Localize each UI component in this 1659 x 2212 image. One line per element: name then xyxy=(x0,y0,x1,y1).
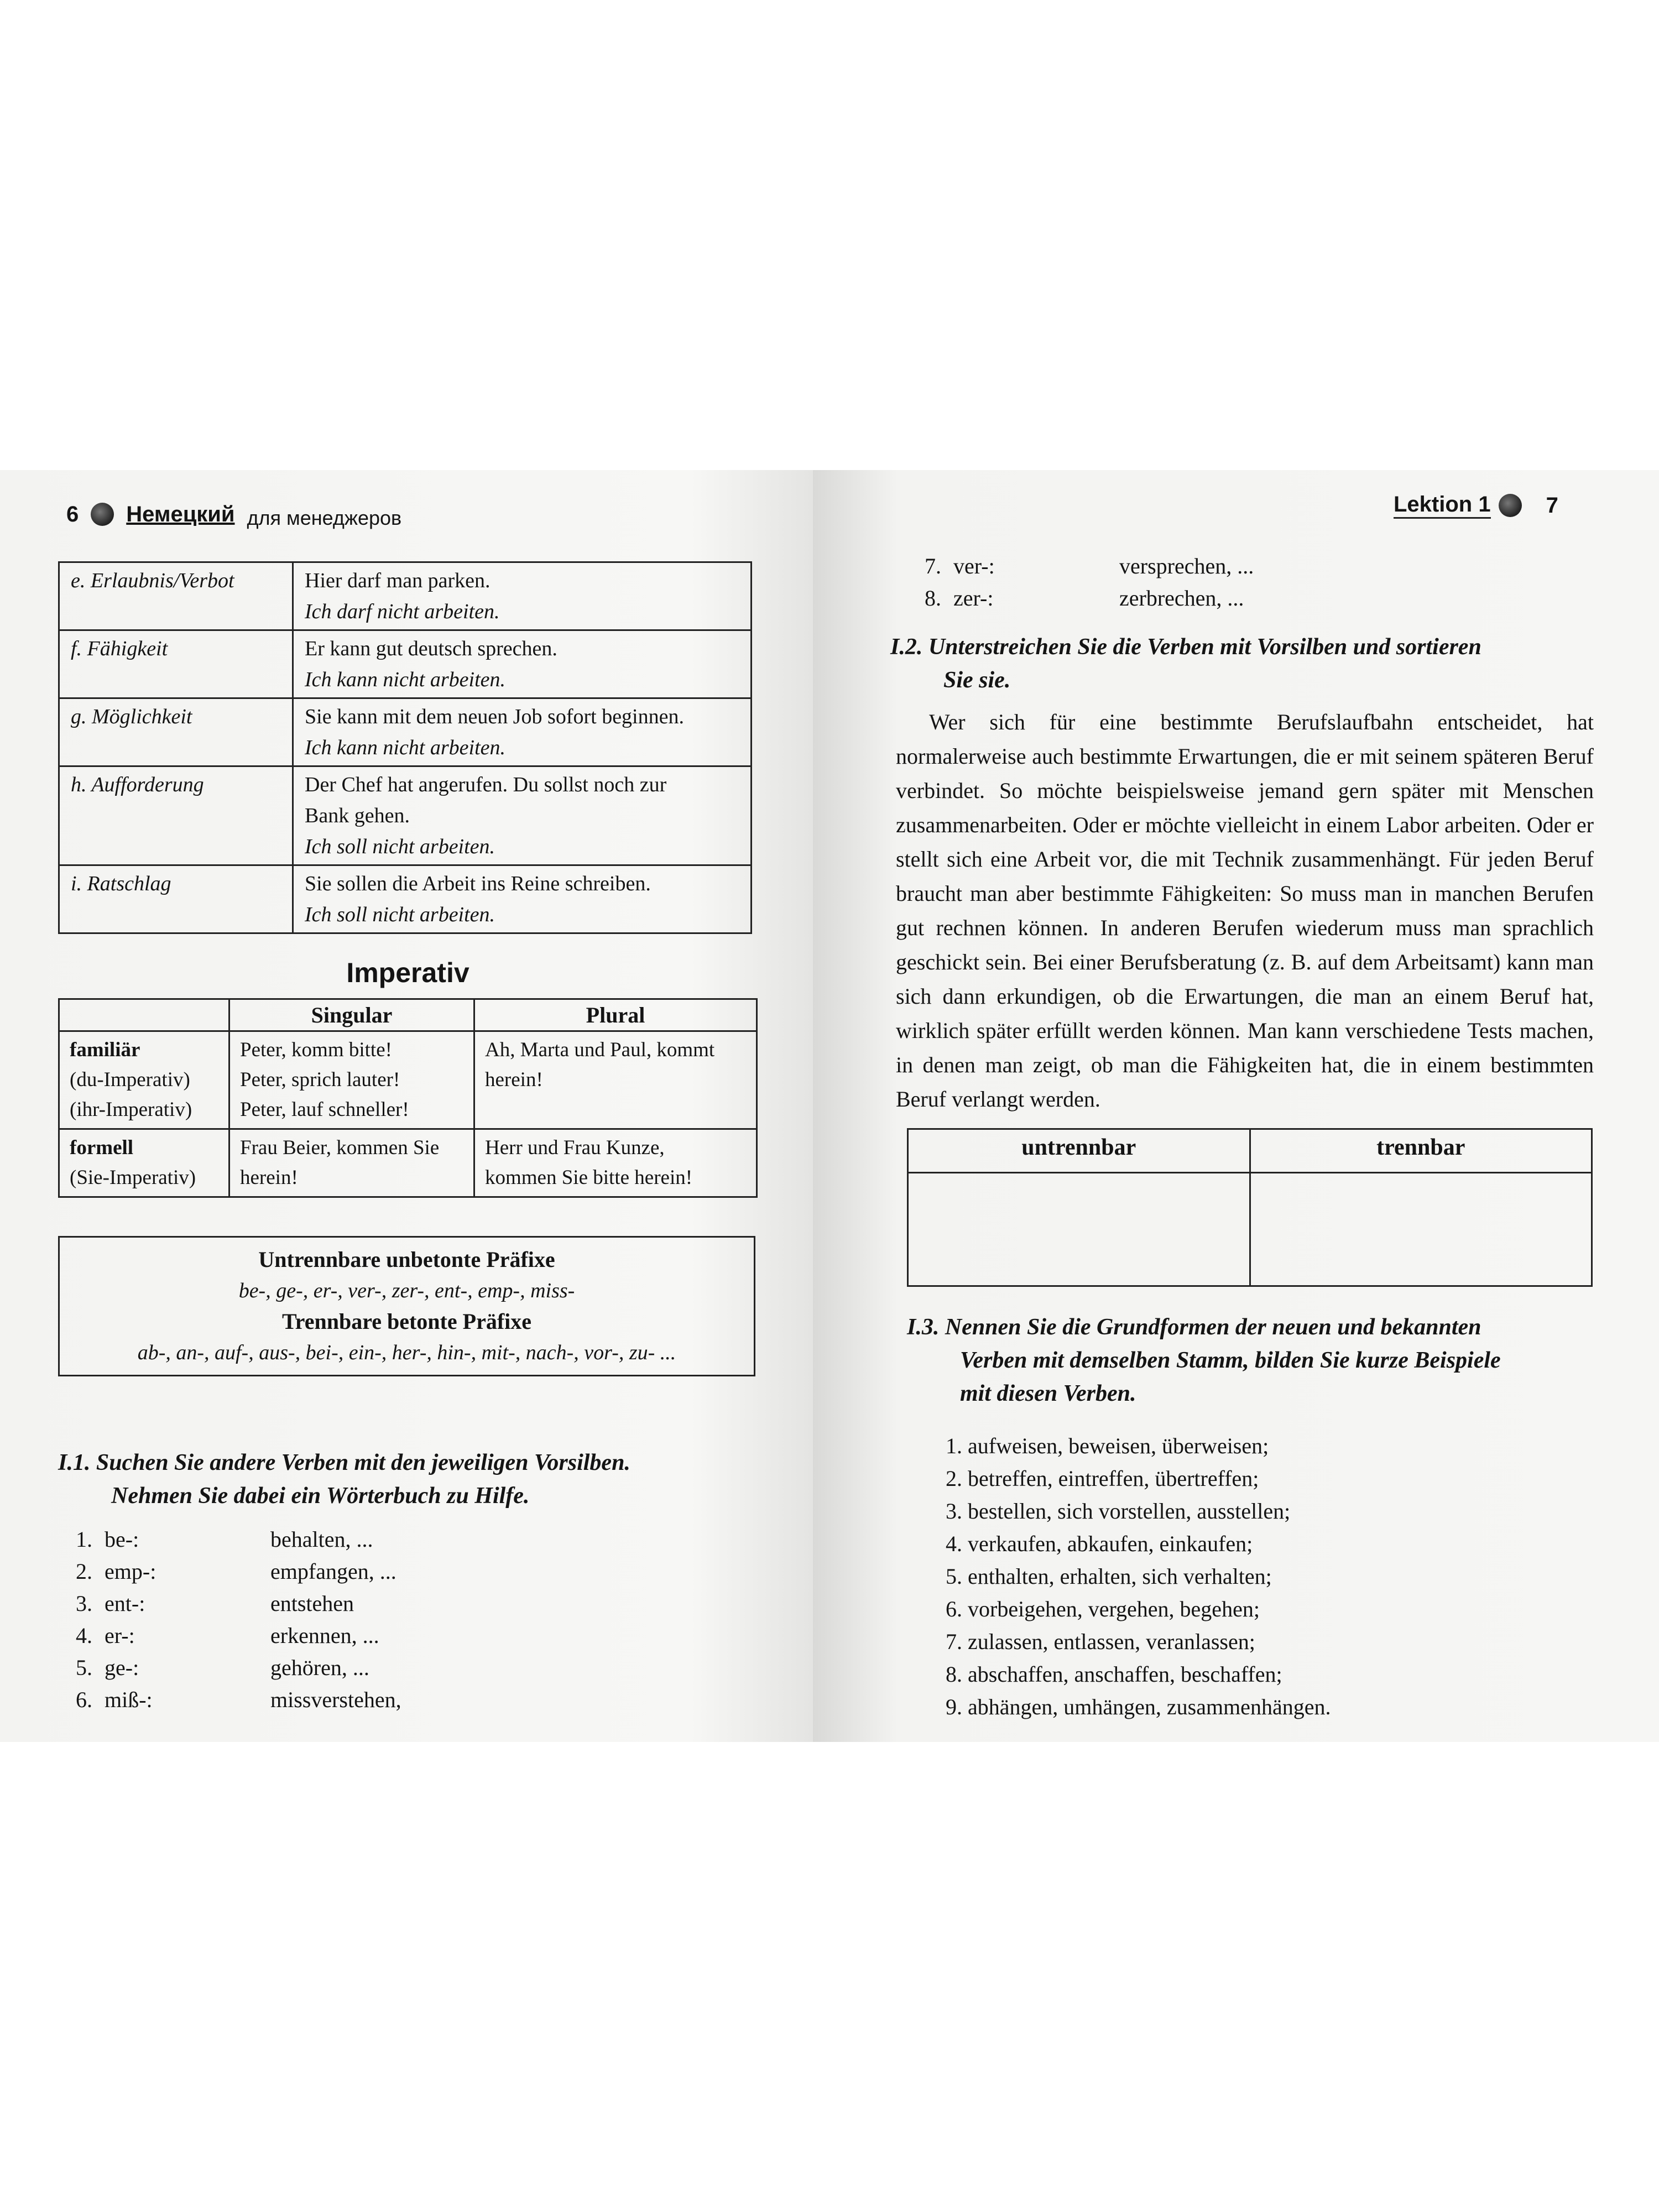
list-item: 9. abhängen, umhängen, zusammenhängen. xyxy=(946,1694,1331,1719)
example-line: Peter, komm bitte! xyxy=(240,1039,392,1061)
list-item xyxy=(58,1620,556,1652)
item-prefix: ge-: xyxy=(105,1655,139,1680)
item-number: 6. xyxy=(76,1687,92,1712)
list-item xyxy=(58,1652,556,1684)
table-row xyxy=(59,698,752,766)
row-label: f. Fähigkeit xyxy=(59,630,293,698)
item-verbs: entstehen xyxy=(270,1591,354,1616)
list-item: 6. vorbeigehen, vergehen, begehen; xyxy=(946,1597,1260,1621)
task-1-list xyxy=(58,1524,556,1716)
example-line: herein! xyxy=(485,1068,543,1091)
lektion-label: Lektion 1 xyxy=(1394,492,1491,519)
logo-ball-icon xyxy=(91,503,114,526)
example-negation: Ich soll nicht arbeiten. xyxy=(305,903,495,926)
row-label: g. Möglichkeit xyxy=(59,698,293,766)
row-label-line: (ihr-Imperativ) xyxy=(70,1098,192,1121)
verb-groups-list xyxy=(946,1430,1554,1723)
prefix-list-inseparable: be-, ge-, er-, ver-, zer-, ent-, emp-, miss- xyxy=(238,1279,575,1302)
example-line: Peter, sprich lauter! xyxy=(240,1068,400,1091)
row-label-title: familiär xyxy=(70,1039,140,1061)
row-example xyxy=(293,766,752,865)
task-3-line-2: Verben mit demselben Stamm, bilden Sie kurze Beispiele xyxy=(960,1348,1501,1373)
table-row xyxy=(59,865,752,933)
table-row xyxy=(59,630,752,698)
row-label: h. Aufforderung xyxy=(59,766,293,865)
list-item xyxy=(58,1588,556,1620)
left-page xyxy=(0,470,813,1742)
item-verbs: versprechen, ... xyxy=(1119,554,1254,578)
row-label xyxy=(59,1031,229,1129)
example-line: Bank gehen. xyxy=(305,804,410,827)
task-3-line-3: mit diesen Verben. xyxy=(960,1381,1136,1406)
row-example xyxy=(293,698,752,766)
list-item: 8. abschaffen, anschaffen, beschaffen; xyxy=(946,1662,1282,1687)
modal-verbs-table xyxy=(58,561,752,934)
example-negation: Ich soll nicht arbeiten. xyxy=(305,835,495,858)
task-2-heading xyxy=(890,630,1593,697)
item-number: 3. xyxy=(76,1591,92,1616)
example-line: Herr und Frau Kunze, xyxy=(485,1136,665,1159)
item-prefix: zer-: xyxy=(953,586,994,611)
reading-paragraph: Wer sich für eine bestimmte Berufslaufbahn entscheidet, hat normalerweise auch bestimmte Erwartungen, die er mit seinem späteren Beruf verbindet. So möchte beispielsweise jemand gern später mit Menschen zusammenarbeiten. Oder er möchte vielleicht in einem Labor arbeiten. Oder er stellt sich eine Arbeit vor, die mit Technik zusammenhängt. Für jeden Beruf braucht man aber bestimmte Fähigkeiten: So muss man in manchen Berufen gut rechnen können. In anderen Berufen wiederum muss man sprachlich geschickt sein. Bei einer Berufsberatung (z. B. auf dem Arbeitsamt) kann man sich dann erkundigen, ob die Erwartungen, die man an einem Beruf hat, wirklich später erfüllt werden können. Man kann verschiedene Tests machen, in denen man zeigt, ob man die Fähigkeiten hat, die in einem bestimmten Beruf verlangt werden. xyxy=(896,709,1594,1112)
list-item: 3. bestellen, sich vorstellen, ausstellen; xyxy=(946,1499,1291,1524)
list-item xyxy=(907,582,1405,614)
column-header-singular: Singular xyxy=(229,999,474,1031)
list-item: 5. enthalten, erhalten, sich verhalten; xyxy=(946,1564,1272,1589)
empty-header-cell xyxy=(59,999,229,1031)
example-line: Frau Beier, kommen Sie xyxy=(240,1136,440,1159)
task-3-heading xyxy=(907,1311,1604,1410)
item-prefix: be-: xyxy=(105,1527,139,1552)
answer-cell-trennbar[interactable] xyxy=(1250,1173,1592,1286)
singular-cell xyxy=(229,1129,474,1197)
book-spread xyxy=(0,470,1659,1742)
list-item xyxy=(907,550,1405,582)
item-verbs: missverstehen, xyxy=(270,1687,401,1712)
row-label-line: (Sie-Imperativ) xyxy=(70,1166,196,1189)
example-line: Sie kann mit dem neuen Job sofort beginnen. xyxy=(305,705,684,728)
list-item: 1. aufweisen, beweisen, überweisen; xyxy=(946,1433,1269,1458)
right-page-header xyxy=(1394,492,1558,519)
list-item xyxy=(58,1684,556,1716)
answer-cell-untrennbar[interactable] xyxy=(908,1173,1250,1286)
prefix-list-separable: ab-, an-, auf-, aus-, bei-, ein-, her-, hin-, mit-, nach-, vor-, zu- ... xyxy=(137,1341,676,1364)
list-item: 7. zulassen, entlassen, veranlassen; xyxy=(946,1629,1255,1654)
brand-title: Немецкий xyxy=(126,502,235,526)
imperativ-heading: Imperativ xyxy=(346,957,469,988)
item-prefix: emp-: xyxy=(105,1559,156,1584)
item-verbs: zerbrechen, ... xyxy=(1119,586,1244,611)
column-header-untrennbar: untrennbar xyxy=(908,1129,1250,1173)
task-1-line-2: Nehmen Sie dabei ein Wörterbuch zu Hilfe. xyxy=(111,1483,530,1509)
list-item: 4. verkaufen, abkaufen, einkaufen; xyxy=(946,1531,1253,1556)
row-example xyxy=(293,562,752,630)
prefix-heading-separable: Trennbare betonte Präfixe xyxy=(281,1309,532,1334)
example-line: kommen Sie bitte herein! xyxy=(485,1166,693,1189)
item-number: 5. xyxy=(76,1655,92,1680)
page-number: 6 xyxy=(66,502,79,526)
brand-subtitle: для менеджеров xyxy=(247,507,402,529)
example-negation: Ich kann nicht arbeiten. xyxy=(305,736,506,759)
logo-ball-icon xyxy=(1499,494,1522,517)
list-item xyxy=(58,1556,556,1588)
task-2-line-1: I.2. Unterstreichen Sie die Verben mit Vorsilben und sortieren xyxy=(890,634,1481,660)
table-row xyxy=(59,1129,757,1197)
example-negation: Ich darf nicht arbeiten. xyxy=(305,600,500,623)
right-page xyxy=(813,470,1659,1742)
row-example xyxy=(293,865,752,933)
item-number: 7. xyxy=(925,554,941,578)
example-line: Der Chef hat angerufen. Du sollst noch zur xyxy=(305,773,667,796)
item-prefix: ver-: xyxy=(953,554,995,578)
task-2-line-2: Sie sie. xyxy=(943,667,1011,693)
prefix-heading-inseparable: Untrennbare unbetonte Präfixe xyxy=(258,1247,555,1272)
column-header-plural: Plural xyxy=(474,999,757,1031)
item-verbs: erkennen, ... xyxy=(270,1623,379,1648)
row-label-title: formell xyxy=(70,1136,134,1159)
task-1-list-continued xyxy=(907,550,1405,614)
page-number: 7 xyxy=(1546,493,1558,518)
task-1-line-1: I.1. Suchen Sie andere Verben mit den jeweiligen Vorsilben. xyxy=(58,1450,630,1475)
table-row xyxy=(59,562,752,630)
example-line: Er kann gut deutsch sprechen. xyxy=(305,637,557,660)
item-verbs: empfangen, ... xyxy=(270,1559,397,1584)
example-line: Ah, Marta und Paul, kommt xyxy=(485,1039,715,1061)
table-row xyxy=(59,1031,757,1129)
item-prefix: er-: xyxy=(105,1623,135,1648)
plural-cell xyxy=(474,1129,757,1197)
prefix-box xyxy=(58,1236,755,1376)
item-number: 4. xyxy=(76,1623,92,1648)
singular-cell xyxy=(229,1031,474,1129)
row-label-line: (du-Imperativ) xyxy=(70,1068,190,1091)
list-item: 2. betreffen, eintreffen, übertreffen; xyxy=(946,1466,1259,1491)
task-1-heading xyxy=(58,1446,766,1512)
item-verbs: behalten, ... xyxy=(270,1527,373,1552)
item-number: 2. xyxy=(76,1559,92,1584)
column-header-trennbar: trennbar xyxy=(1250,1129,1592,1173)
imperativ-table xyxy=(58,998,758,1198)
sorting-table xyxy=(907,1128,1593,1287)
item-prefix: ent-: xyxy=(105,1591,145,1616)
item-verbs: gehören, ... xyxy=(270,1655,369,1680)
list-item xyxy=(58,1524,556,1556)
row-example xyxy=(293,630,752,698)
task-3-line-1: I.3. Nennen Sie die Grundformen der neuen und bekannten xyxy=(907,1314,1481,1340)
example-negation: Ich kann nicht arbeiten. xyxy=(305,668,506,691)
plural-cell xyxy=(474,1031,757,1129)
example-line: Peter, lauf schneller! xyxy=(240,1098,409,1121)
example-line: Hier darf man parken. xyxy=(305,569,491,592)
left-page-header xyxy=(66,499,401,530)
row-label: e. Erlaubnis/Verbot xyxy=(59,562,293,630)
example-line: Sie sollen die Arbeit ins Reine schreiben. xyxy=(305,872,651,895)
row-label: i. Ratschlag xyxy=(59,865,293,933)
item-prefix: miß-: xyxy=(105,1687,153,1712)
item-number: 8. xyxy=(925,586,941,611)
table-row xyxy=(59,766,752,865)
row-label xyxy=(59,1129,229,1197)
example-line: herein! xyxy=(240,1166,298,1189)
item-number: 1. xyxy=(76,1527,92,1552)
